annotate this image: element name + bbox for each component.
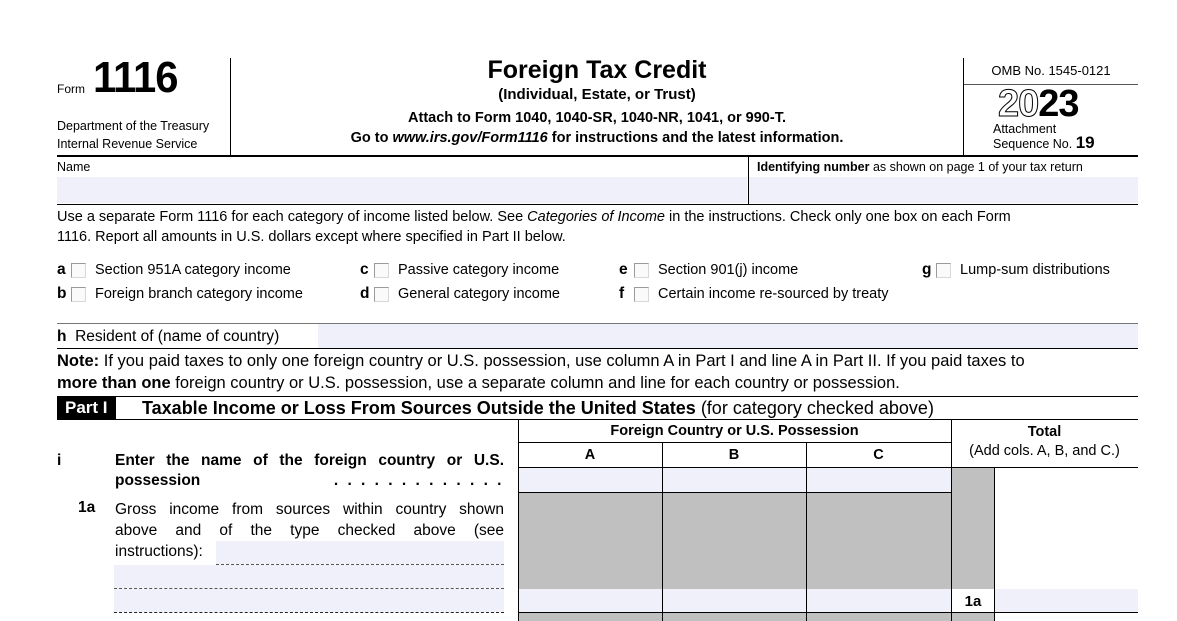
gross-income-total-input[interactable] <box>995 589 1138 612</box>
checkbox-category-f[interactable] <box>634 287 649 302</box>
form-label: Form <box>57 82 85 96</box>
gross-income-input-b[interactable] <box>663 589 806 612</box>
line-1a-text: Gross income from sources within country shown above and of the type checked above (see instructions): <box>115 501 504 560</box>
column-group-header: Foreign Country or U.S. Possession <box>610 423 859 439</box>
name-bottom-rule <box>57 204 1138 205</box>
department-line-1: Department of the Treasury <box>57 119 210 133</box>
resident-country-input[interactable] <box>318 324 1138 348</box>
country-name-input-c[interactable] <box>807 468 951 492</box>
form-title: Foreign Tax Credit <box>487 56 707 84</box>
gross-income-input-a[interactable] <box>519 589 662 612</box>
next-line-cutoff <box>114 616 504 621</box>
attach-instruction: Attach to Form 1040, 1040-SR, 1040-NR, 1041, or 990-T. <box>408 110 786 126</box>
irs-url-link[interactable]: www.irs.gov/Form1116 <box>392 130 548 146</box>
total-header: Total <box>1027 424 1062 440</box>
column-group-rule <box>518 442 951 443</box>
total-subheader: (Add cols. A, B, and C.) <box>969 443 1120 459</box>
gross-income-explanation-line-1[interactable] <box>216 541 504 564</box>
gross-income-input-c[interactable] <box>807 589 951 612</box>
column-header-a: A <box>584 447 596 463</box>
gross-income-explanation-line-3[interactable] <box>114 589 504 612</box>
form-subtitle: (Individual, Estate, or Trust) <box>498 86 696 103</box>
leader-dots: . . . . . . . . . . . . . <box>333 472 504 489</box>
category-e[interactable]: e Section 901(j) income <box>619 261 799 278</box>
shaded-area-total-label <box>952 468 994 589</box>
form-number: 1116 <box>93 53 178 102</box>
shaded-area-next-row <box>519 613 951 621</box>
part1-title: Taxable Income or Loss From Sources Outside the United States (for category checked above) <box>142 398 934 418</box>
name-input[interactable] <box>57 177 747 203</box>
checkbox-category-e[interactable] <box>634 263 649 278</box>
total-label-divider <box>994 467 995 621</box>
line-i-text: Enter the name of the foreign country or U.S. possession . . . . . . . . . . . . . <box>115 452 504 489</box>
line-1a-number: 1a <box>78 499 96 516</box>
shaded-area-next-total <box>952 613 994 621</box>
category-c[interactable]: c Passive category income <box>360 261 560 278</box>
column-header-b: B <box>728 447 740 463</box>
line-i-number: i <box>57 452 62 469</box>
checkbox-category-d[interactable] <box>374 287 389 302</box>
goto-instruction: Go to www.irs.gov/Form1116 for instructions and the latest information. <box>350 130 844 146</box>
tax-year-bold: 23 <box>1038 83 1079 125</box>
resident-label: h Resident of (name of country) <box>57 328 280 345</box>
column-divider-bc <box>806 442 807 621</box>
checkbox-category-c[interactable] <box>374 263 389 278</box>
name-label: Name <box>57 160 91 174</box>
header-bottom-rule <box>57 155 1138 157</box>
note-text: Note: If you paid taxes to only one foreign country or U.S. possession, use column A in Part I and line A in Part II. If you paid taxes to more than one foreign country or U.S. possession, use a separate column and line for each country or possession. <box>57 352 1025 392</box>
category-g[interactable]: g Lump-sum distributions <box>922 261 1110 278</box>
country-name-input-a[interactable] <box>519 468 662 492</box>
shaded-area-abc <box>519 493 951 589</box>
department-line-2: Internal Revenue Service <box>57 137 198 151</box>
country-name-input-b[interactable] <box>663 468 806 492</box>
category-d[interactable]: d General category income <box>360 285 560 302</box>
part1-badge: Part I <box>57 397 116 419</box>
checkbox-category-b[interactable] <box>71 287 86 302</box>
tax-year-outline: 20 <box>998 83 1039 125</box>
table-left-border <box>518 419 519 621</box>
category-a[interactable]: a Section 951A category income <box>57 261 291 278</box>
part1-title-bottom-rule <box>57 419 1138 420</box>
omb-number: OMB No. 1545-0121 <box>991 63 1111 78</box>
checkbox-category-a[interactable] <box>71 263 86 278</box>
gross-income-explanation-line-2[interactable] <box>114 565 504 588</box>
category-b[interactable]: b Foreign branch category income <box>57 285 303 302</box>
id-number-label: Identifying number as shown on page 1 of your tax return <box>757 160 1083 174</box>
explanation-rule-3 <box>114 612 504 613</box>
checkbox-category-g[interactable] <box>936 263 951 278</box>
total-line-label-1a: 1a <box>964 593 982 610</box>
category-f[interactable]: f Certain income re-sourced by treaty <box>619 285 889 302</box>
resident-bottom-rule <box>57 348 1138 349</box>
form-title-block <box>231 56 963 148</box>
column-divider-ab <box>662 442 663 621</box>
category-instructions: Use a separate Form 1116 for each category of income listed below. See Categories of Income in the instructions. Check only one box on each Form 1116. Report all amounts in U.S. dollars except where specified in Part II below. <box>57 209 1011 245</box>
part1-top-rule <box>57 396 1138 397</box>
department-name <box>57 117 209 153</box>
column-header-c: C <box>873 447 884 463</box>
tax-year <box>998 83 1079 126</box>
attachment-sequence: Attachment Sequence No. 19 <box>993 122 1095 152</box>
column-divider-c-total <box>951 419 952 621</box>
id-number-input[interactable] <box>749 177 1138 203</box>
sequence-number: 19 <box>1075 133 1095 152</box>
